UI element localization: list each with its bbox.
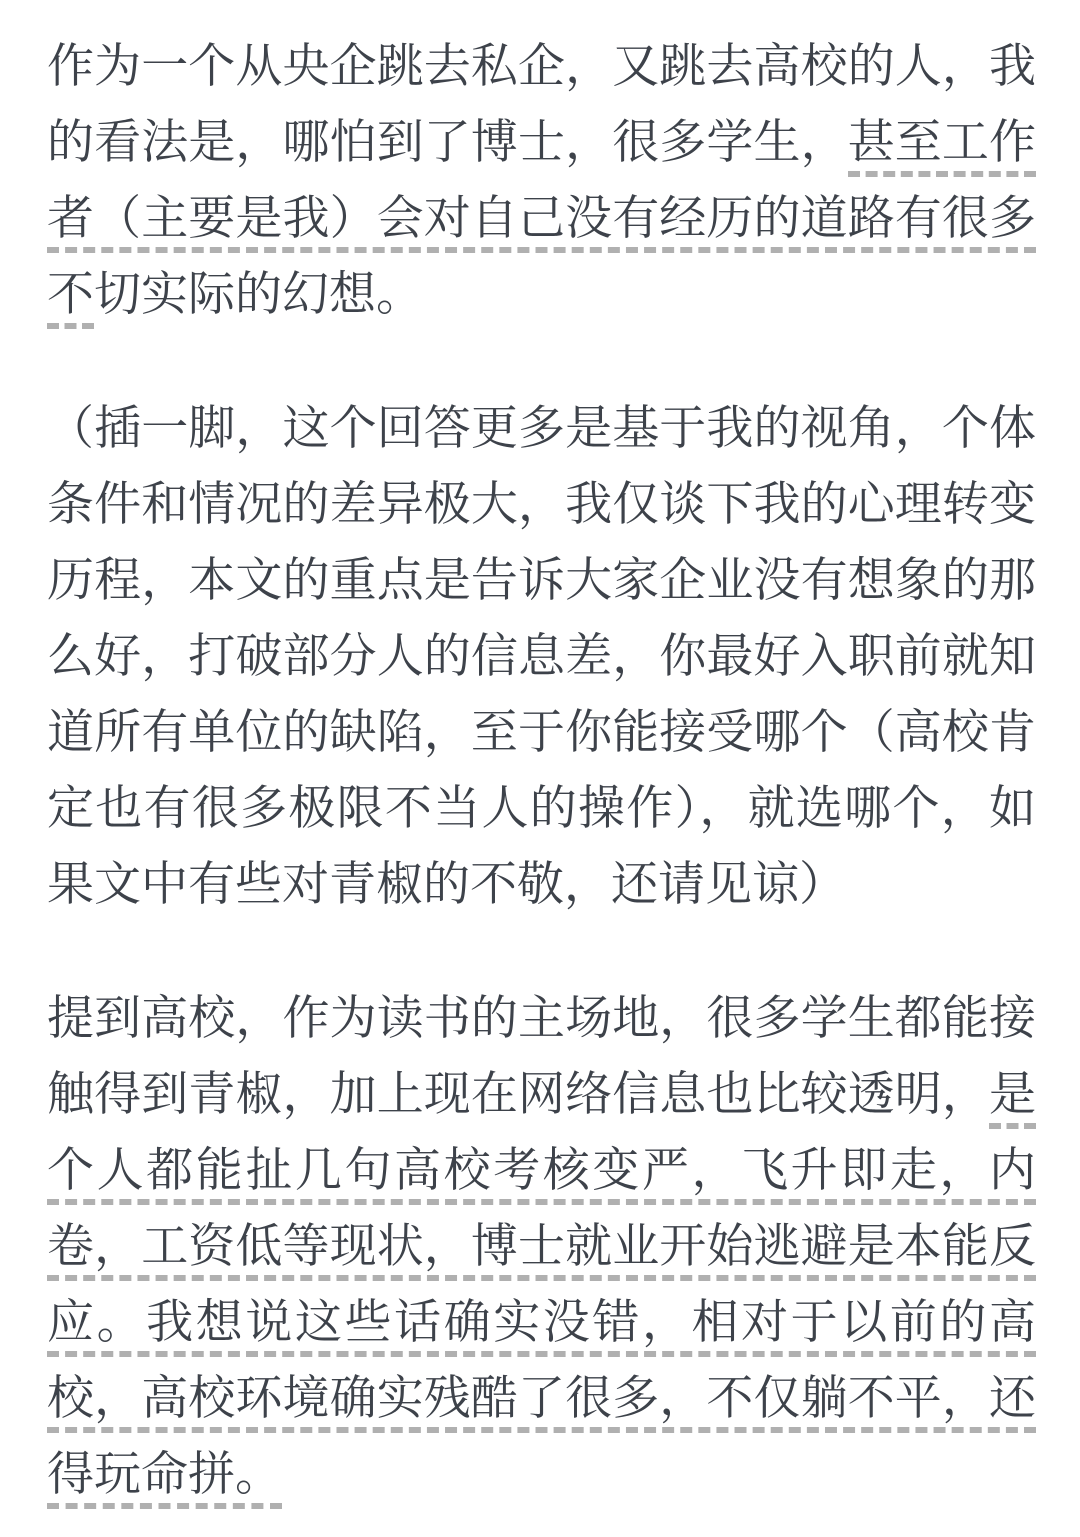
- paragraph: [47, 980, 1036, 1512]
- paragraph: [47, 390, 1036, 922]
- text-segment: （插一脚，这个回答更多是基于我的视角，个体条件和情况的差异极大，我仅谈下我的心理转变历程，本文的重点是告诉大家企业没有想象的那么好，打破部分人的信息差，你最好入职前就知道所有单位的缺陷，至于你能接受哪个（高校肯定也有很多极限不当人的操作），就选哪个，如果文中有些对青椒的不敬，还请见谅）: [47, 401, 1036, 910]
- highlighted-text-segment: 是个人都能扯几句高校考核变严，飞升即走，内卷，工资低等现状，博士就业开始逃避是本能反应。我想说这些话确实没错，相对于以前的高校，高校环境确实残酷了很多，不仅躺不平，还得玩命拼。: [47, 1067, 1036, 1509]
- text-segment: 切实际的幻想。: [94, 267, 423, 320]
- paragraph: [47, 28, 1036, 332]
- highlighted-text-segment: 甚至工作者（主要是我）会对自己没有经历的道路有很多不: [47, 115, 1036, 329]
- text-segment: 提到高校，作为读书的主场地，很多学生都能接触得到青椒，加上现在网络信息也比较透明，: [47, 991, 1036, 1120]
- text-segment: 作为一个从央企跳去私企，又跳去高校的人，我的看法是，哪怕到了博士，很多学生，: [47, 39, 1036, 168]
